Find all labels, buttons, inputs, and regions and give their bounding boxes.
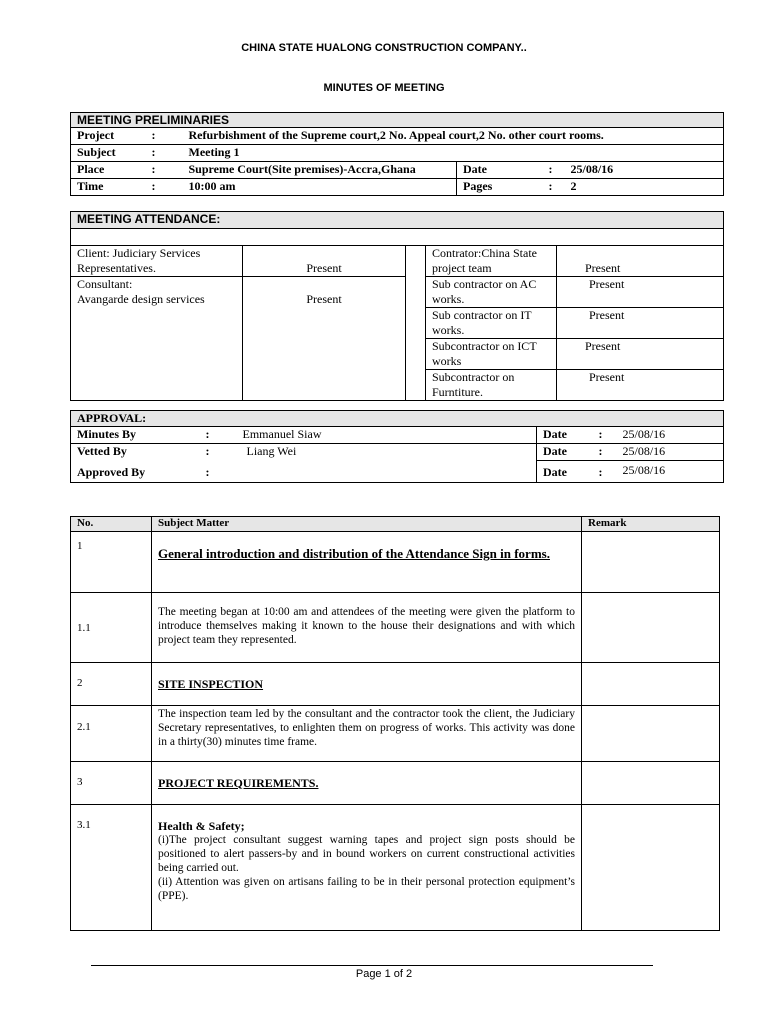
colon: : xyxy=(593,444,617,461)
time-value: 10:00 am xyxy=(183,179,457,196)
row-remark xyxy=(582,663,720,706)
contractor-status: Present xyxy=(557,246,724,277)
client-status: Present xyxy=(243,246,406,277)
table-row xyxy=(71,593,720,663)
agenda-table xyxy=(70,516,720,931)
preliminaries-table xyxy=(70,112,724,196)
colon: : xyxy=(146,145,183,162)
table-row xyxy=(71,532,720,593)
row-subject xyxy=(152,805,582,931)
approved-by-value xyxy=(241,461,537,483)
col-subject-header: Subject Matter xyxy=(152,517,582,532)
place-value: Supreme Court(Site premises)-Accra,Ghana xyxy=(183,162,457,179)
sub-furniture-status: Present xyxy=(557,370,724,401)
health-safety-point-1: (i)The project consultant suggest warning tapes and project sign posts should be positioned to alert passers-by and in bound workers on current constructional activities being carried out. xyxy=(158,834,575,874)
vetted-by-label: Vetted By xyxy=(71,444,196,461)
date-label: Date xyxy=(457,162,543,179)
colon: : xyxy=(146,179,183,196)
approved-date: 25/08/16 xyxy=(617,461,724,483)
place-label: Place xyxy=(71,162,146,179)
row-subject: The inspection team led by the consultant and the contractor took the client, the Judiciary Secretary representatives, to enlighten them on progress of works. This activity was done in a thirty(30) minutes time frame. xyxy=(152,706,582,762)
consultant-cell xyxy=(71,277,243,401)
attendance-heading: MEETING ATTENDANCE: xyxy=(71,212,724,229)
minutes-date: 25/08/16 xyxy=(617,427,724,444)
row-remark xyxy=(582,706,720,762)
page-number: Page 1 of 2 xyxy=(355,968,413,980)
consultant-status: Present xyxy=(243,277,406,401)
table-row xyxy=(71,762,720,805)
sub-ac-name: Sub contractor on AC works. xyxy=(426,277,557,308)
minutes-by-value: Emmanuel Siaw xyxy=(241,427,537,444)
colon: : xyxy=(196,461,241,483)
minutes-by-label: Minutes By xyxy=(71,427,196,444)
company-name: CHINA STATE HUALONG CONSTRUCTION COMPANY.. xyxy=(241,42,527,54)
pages-value: 2 xyxy=(565,179,724,196)
approval-table xyxy=(70,410,724,483)
document-title: MINUTES OF MEETING xyxy=(323,82,445,94)
colon: : xyxy=(196,427,241,444)
table-row xyxy=(71,805,720,931)
row-remark xyxy=(582,805,720,931)
date-label: Date xyxy=(537,444,593,461)
footer-divider xyxy=(91,965,653,966)
col-remark-header: Remark xyxy=(582,517,720,532)
project-label: Project xyxy=(71,128,146,145)
row-no: 1 xyxy=(71,532,152,593)
vetted-date: 25/08/16 xyxy=(617,444,724,461)
date-value: 25/08/16 xyxy=(565,162,724,179)
colon: : xyxy=(146,128,183,145)
colon: : xyxy=(146,162,183,179)
sub-it-status: Present xyxy=(557,308,724,339)
colon: : xyxy=(196,444,241,461)
consultant-label: Consultant: xyxy=(77,277,133,291)
colon: : xyxy=(593,427,617,444)
row-subject: General introduction and distribution of the Attendance Sign in forms. xyxy=(152,532,582,593)
row-remark xyxy=(582,593,720,663)
colon: : xyxy=(543,162,565,179)
row-no: 3 xyxy=(71,762,152,805)
sub-ac-status: Present xyxy=(557,277,724,308)
attendance-table xyxy=(70,211,724,401)
date-label: Date xyxy=(537,461,593,483)
approval-heading: APPROVAL: xyxy=(71,411,724,427)
sub-furniture-name: Subcontractor on Furntiture. xyxy=(426,370,557,401)
health-safety-point-2: (ii) Attention was given on artisans failing to be in their personal protection equipment’s (PPE). xyxy=(158,876,575,902)
subject-value: Meeting 1 xyxy=(183,145,724,162)
row-remark xyxy=(582,532,720,593)
row-no: 1.1 xyxy=(71,593,152,663)
row-no: 2.1 xyxy=(71,706,152,762)
sub-it-name: Sub contractor on IT works. xyxy=(426,308,557,339)
table-row xyxy=(71,663,720,706)
colon: : xyxy=(593,461,617,483)
table-row xyxy=(71,706,720,762)
row-no: 2 xyxy=(71,663,152,706)
row-subject: SITE INSPECTION xyxy=(152,663,582,706)
colon: : xyxy=(543,179,565,196)
time-label: Time xyxy=(71,179,146,196)
project-value: Refurbishment of the Supreme court,2 No. Appeal court,2 No. other court rooms. xyxy=(183,128,724,145)
sub-ict-name: Subcontractor on ICT works xyxy=(426,339,557,370)
pages-label: Pages xyxy=(457,179,543,196)
row-no: 3.1 xyxy=(71,805,152,931)
subject-label: Subject xyxy=(71,145,146,162)
row-subject: PROJECT REQUIREMENTS. xyxy=(152,762,582,805)
approved-by-label: Approved By xyxy=(71,461,196,483)
consultant-name: Avangarde design services xyxy=(77,292,205,306)
contractor-name: Contrator:China State project team xyxy=(426,246,557,277)
date-label: Date xyxy=(537,427,593,444)
health-safety-title: Health & Safety; xyxy=(158,819,245,833)
preliminaries-heading: MEETING PRELIMINARIES xyxy=(71,113,724,128)
vetted-by-value: Liang Wei xyxy=(241,444,537,461)
client-name: Client: Judiciary Services Representatives. xyxy=(71,246,243,277)
sub-ict-status: Present xyxy=(557,339,724,370)
row-remark xyxy=(582,762,720,805)
col-no-header: No. xyxy=(71,517,152,532)
row-subject: The meeting began at 10:00 am and attendees of the meeting were given the platform to introduce themselves making it known to the house their designations and with which project team they represented. xyxy=(152,593,582,663)
